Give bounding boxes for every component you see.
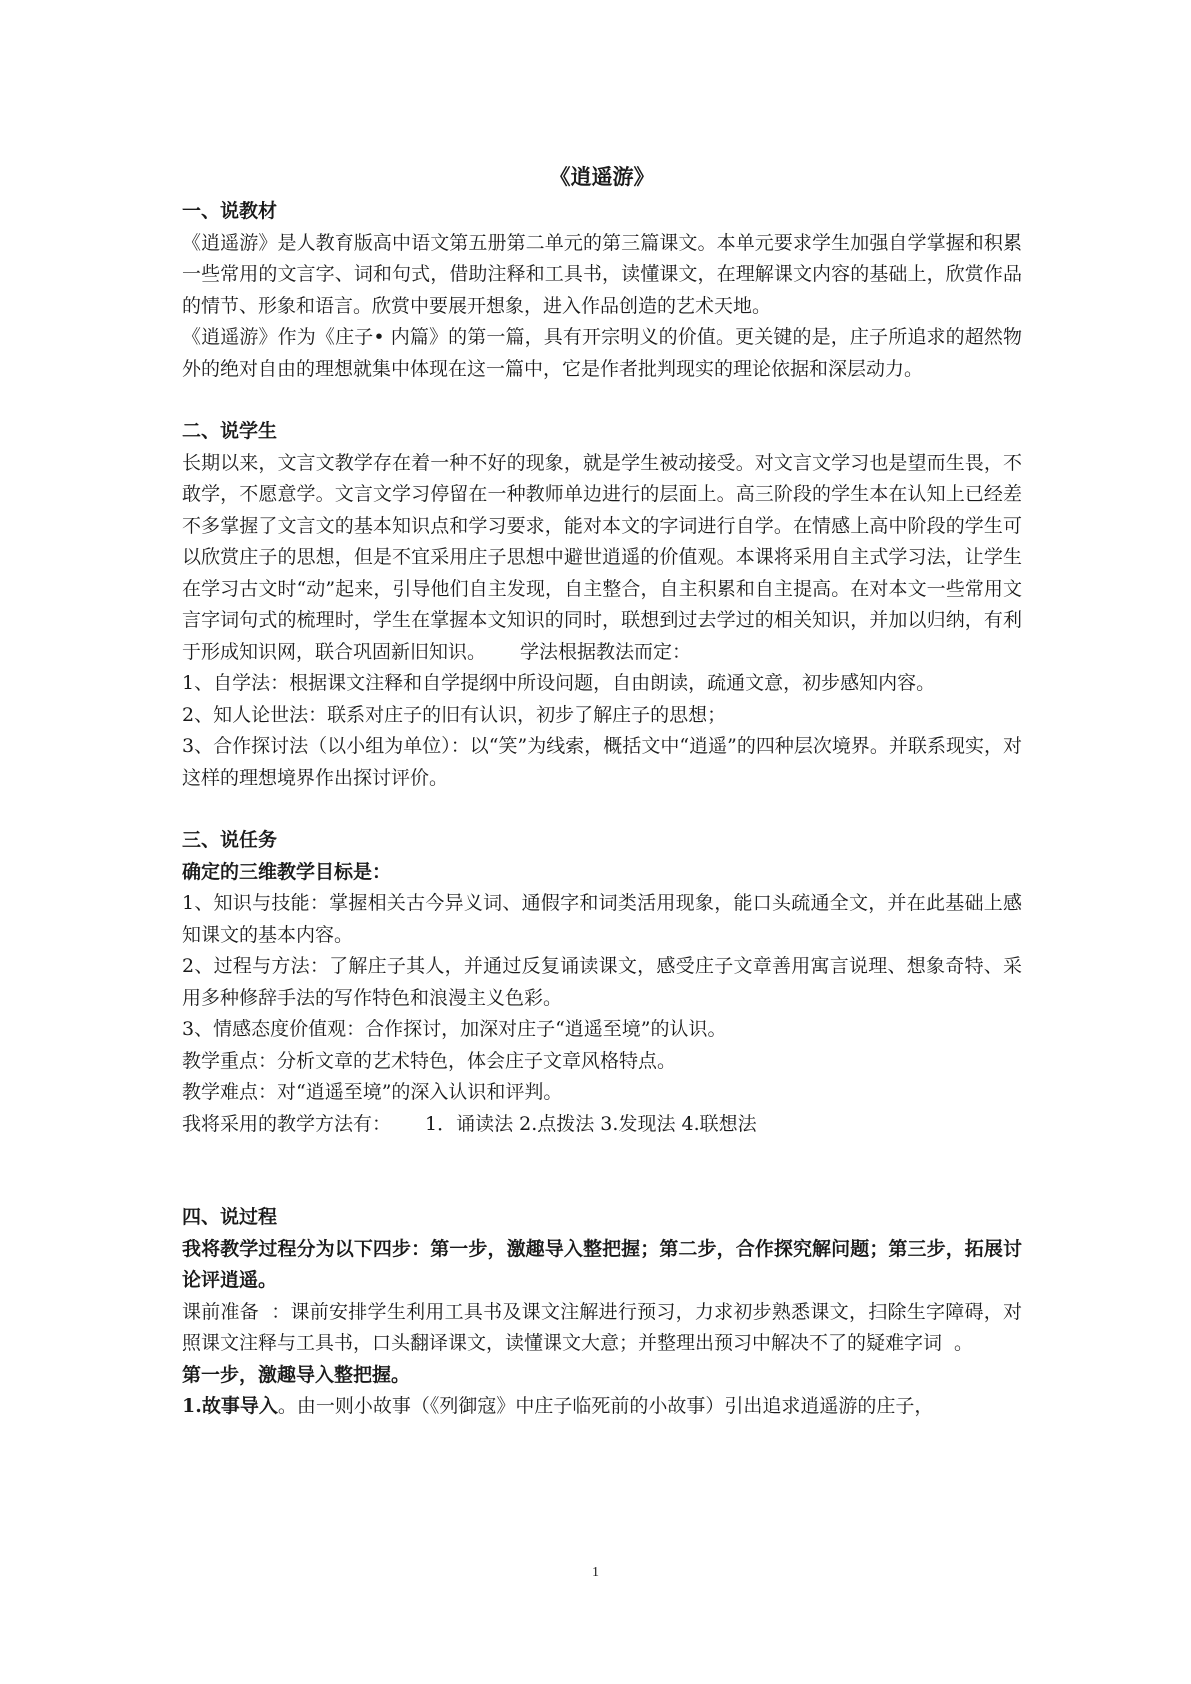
section-heading-textbook: 一、说教材 xyxy=(182,200,278,222)
list-item: 1、知识与技能：掌握相关古今异义词、通假字和词类活用现象，能口头疏通全文，并在此基础上感知课文的基本内容。 xyxy=(182,892,1022,946)
paragraph: 《逍遥游》是人教育版高中语文第五册第二单元的第三篇课文。本单元要求学生加强自学掌握和积累一些常用的文言字、词和句式，借助注释和工具书，读懂课文，在理解课文内容的基础上，欣赏作品的情节、形象和语言。欣赏中要展开想象，进入作品创造的艺术天地。 xyxy=(182,231,1022,317)
document-body xyxy=(182,160,1022,1423)
subheading-objectives: 确定的三维教学目标是： xyxy=(182,860,392,883)
paragraph: 《逍遥游》作为《庄子• 内篇》的第一篇，具有开宗明义的价值。更关键的是，庄子所追求的超然物外的绝对自由的理想就集中体现在这一篇中，它是作者批判现实的理论依据和深层动力。 xyxy=(182,326,1022,380)
document-title: 《逍遥游》 xyxy=(549,164,655,189)
process-intro: 我将教学过程分为以下四步：第一步，激趣导入整把握；第二步，合作探究解问题；第三步，拓展讨论评逍遥。 xyxy=(182,1237,1022,1291)
paragraph: 长期以来，文言文教学存在着一种不好的现象，就是学生被动接受。对文言文学习也是望而生畏，不敢学，不愿意学。文言文学习停留在一种教师单边进行的层面上。高三阶段的学生本在认知上已经差不多掌握了文言文的基本知识点和学习要求，能对本文的字词进行自学。在情感上高中阶段的学生可以欣赏庄子的思想，但是不宜采用庄子思想中避世逍遥的价值观。本课将采用自主式学习法，让学生在学习古文时“动”起来，引导他们自主发现，自主整合，自主积累和自主提高。在对本文一些常用文言字词句式的梳理时，学生在掌握本文知识的同时，联想到过去学过的相关知识，并加以归纳，有利于形成知识网，联合巩固新旧知识。 学法根据教法而定： xyxy=(182,451,1022,663)
list-item: 3、情感态度价值观：合作探讨，加深对庄子“逍遥至境”的认识。 xyxy=(182,1018,727,1040)
teaching-difficulty: 教学难点：对“逍遥至境”的深入认识和评判。 xyxy=(182,1081,563,1103)
list-item: 2、知人论世法：联系对庄子的旧有认识，初步了解庄子的思想； xyxy=(182,703,727,726)
paragraph-story: 1.故事导入。由一则小故事（《列御寇》中庄子临死前的小故事）引出追求逍遥游的庄子， xyxy=(182,1395,934,1417)
step-one-heading: 第一步，激趣导入整把握。 xyxy=(182,1363,411,1386)
teaching-key-point: 教学重点：分析文章的艺术特色，体会庄子文章风格特点。 xyxy=(182,1049,677,1072)
teaching-methods: 我将采用的教学方法有： 1．诵读法 2.点拨法 3.发现法 4.联想法 xyxy=(182,1112,757,1135)
paragraph-preparation: 课前准备 ：课前安排学生利用工具书及课文注解进行预习，力求初步熟悉课文，扫除生字障碍，对照课文注释与工具书，口头翻译课文，读懂课文大意；并整理出预习中解决不了的疑难字词 。 xyxy=(182,1300,1022,1354)
section-heading-tasks: 三、说任务 xyxy=(182,829,278,851)
section-heading-students: 二、说学生 xyxy=(182,420,278,442)
page-number: 1 xyxy=(592,1565,599,1580)
list-item: 1、自学法：根据课文注释和自学提纲中所设问题，自由朗读，疏通文意，初步感知内容。 xyxy=(182,672,936,694)
list-item: 3、合作探讨法（以小组为单位）：以“笑”为线索，概括文中“逍遥”的四种层次境界。并联系现实，对这样的理想境界作出探讨评价。 xyxy=(182,735,1022,789)
section-heading-process: 四、说过程 xyxy=(182,1206,278,1228)
list-item: 2、过程与方法：了解庄子其人，并通过反复诵读课文，感受庄子文章善用寓言说理、想象奇特、采用多种修辞手法的写作特色和浪漫主义色彩。 xyxy=(182,955,1022,1009)
